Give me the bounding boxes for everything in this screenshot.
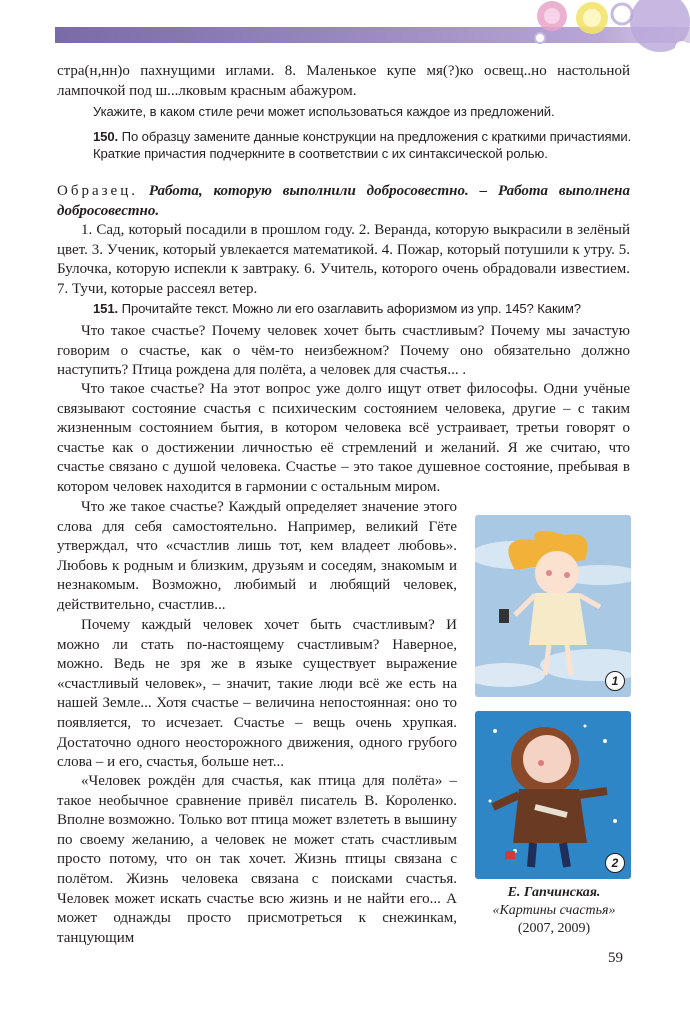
decorative-circles [510, 0, 690, 60]
text-paragraph-5: «Человек рождён для счастья, как птица для полёта» – такое необычное сравнение привёл писатель В. Короленко. Вполне возможно. Только вот птица может взлететь в вышину по своему желанию, а человек не может стать счастливым просто потому, что он так хочет. Жизнь птицы связана с полётом. Жизнь человека связана с поисками счастья. Человек может искать счастье всю жизнь и не найти его... А может однажды просто присмотреться к снежинкам, танцующим [57, 773, 457, 946]
sample-label: Образец. [57, 183, 138, 199]
painting-2-number: 2 [605, 853, 625, 873]
exercise-149-task: Укажите, в каком стиле речи может использоваться каждое из предложений. [93, 104, 555, 119]
text-paragraph-1: Что такое счастье? Почему человек хочет быть счастливым? Почему мы зачастую говорим о счастье, как о чём-то неизбежном? Почему оно обязательно должно наступить? Птица рождена для полёта, а человек для счастья... . [57, 323, 630, 379]
caption-title: «Картины счастья» [492, 903, 616, 918]
exercise-151-task [93, 300, 633, 317]
text-paragraph-3: Что же такое счастье? Каждый определяет значение этого слова для себя самостоятельно. Например, великий Гёте утверждал, что «счастлив лишь тот, кем владеет любовь». Любовь к родным и близким, друзьям и соседям, знакомым и незнакомым. Возможно, любимый и любящий человек, действительно, счастлив... [57, 499, 457, 613]
exercise-149-ending: стра(н,нн)о пахнущими иглами. 8. Маленькое купе мя(?)ко освещ..но настольной лампочкой под ш...лковым красным абажуром. [57, 63, 630, 99]
exercise-150-number: 150. [93, 129, 119, 144]
painting-1-image [475, 515, 631, 697]
caption-author: Е. Гапчинская. [507, 885, 601, 900]
painting-caption [478, 884, 630, 938]
exercise-150-text: По образцу замените данные конструкции на предложения с краткими причастиями. Краткие причастия подчеркните в соответствии с их синтаксической ролью. [93, 129, 632, 161]
text-paragraph-2: Что такое счастье? На этот вопрос уже долго ищут ответ философы. Одни учёные связывают состояние счастья с психическим состоянием человека, другие – с таким жизненным состоянием бытия, в котором человека всё устраивает, третьи говорят о счастье как о достижении личностью её стремлений и желаний. Я же считаю, что счастье связано с душой человека. Счастье – это такое душевное состояние, пребывая в котором человек находится в гармонии с остальным миром. [57, 381, 630, 495]
painting-1-number: 1 [605, 671, 625, 691]
page-number: 59 [608, 950, 623, 966]
exercise-151-number: 151. [93, 301, 119, 316]
text-paragraph-4: Почему каждый человек хочет быть счастливым? И можно ли стать по-настоящему счастливым? Наверное, можно. Ведь не зря же в языке существует выражение «счастливый человек», – значит, такие люди всё же есть на нашей Земле... Хотя счастье – величина непостоянная: оно то появляется, то исчезает. Счастье – вещь очень хрупкая. Достаточно одного неосторожного движения, одного грубого слова – и его, счастья, больше нет... [57, 617, 457, 771]
exercise-150-items: 1. Сад, который посадили в прошлом году. 2. Веранда, которую выкрасили в зелёный цвет. 3. Ученик, который увлекается математикой. 4. Пожар, который потушили к утру. 5. Булочка, которую испекли к завтраку. 6. Учитель, которого очень обрадовали известием. 7. Тучи, которые рассеял ветер. [57, 222, 630, 297]
sample-text: Работа, которую выполнили добросовестно. – Работа выполнена добросовестно. [57, 183, 631, 219]
painting-2 [475, 711, 631, 879]
caption-years: (2007, 2009) [517, 921, 591, 936]
painting-2-image [475, 711, 631, 879]
exercise-150-sample [57, 182, 630, 221]
painting-1 [475, 515, 631, 697]
exercise-150-task [93, 128, 633, 162]
exercise-151-text: Прочитайте текст. Можно ли его озаглавить афоризмом из упр. 145? Каким? [121, 301, 581, 316]
